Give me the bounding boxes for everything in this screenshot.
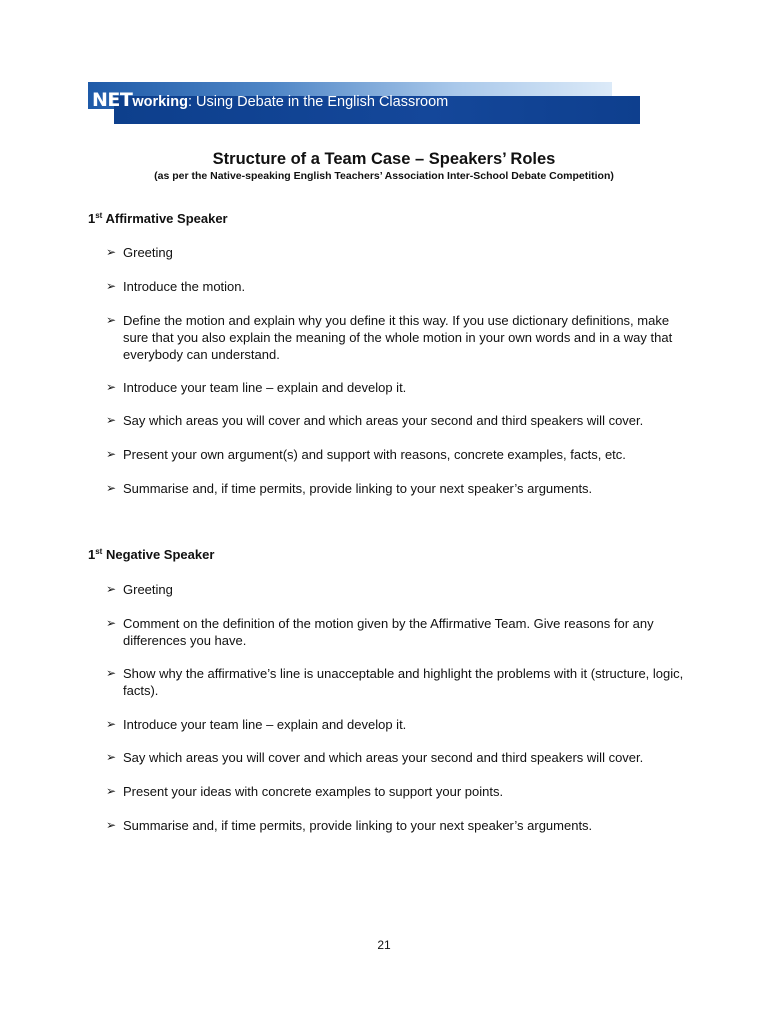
list-item-text: Introduce your team line – explain and develop it. (123, 717, 407, 732)
list-item (106, 817, 696, 834)
arrowhead-bullet-icon: ➢ (106, 818, 117, 832)
arrowhead-bullet-icon: ➢ (106, 245, 117, 259)
list-item (106, 665, 696, 699)
arrowhead-bullet-icon: ➢ (106, 481, 117, 495)
document-title: Structure of a Team Case – Speakers’ Roles (212, 150, 556, 168)
arrowhead-bullet-icon: ➢ (106, 717, 117, 731)
list-item-text: Summarise and, if time permits, provide linking to your next speaker’s arguments. (123, 481, 593, 496)
list-item (106, 446, 696, 463)
list-item (106, 783, 696, 800)
arrowhead-bullet-icon: ➢ (106, 616, 117, 630)
list-item-text: Present your ideas with concrete examples to support your points. (123, 784, 504, 799)
section-heading-text: Negative Speaker (105, 547, 215, 562)
list-item-text: Introduce your team line – explain and develop it. (123, 380, 407, 395)
list-item (106, 716, 696, 733)
list-item (106, 615, 696, 649)
page-number: 21 (377, 938, 391, 952)
list-item (106, 749, 696, 766)
list-item (106, 244, 696, 261)
arrowhead-bullet-icon: ➢ (106, 784, 117, 798)
list-item-text: Say which areas you will cover and which areas your second and third speakers will cover. (123, 750, 644, 765)
arrowhead-bullet-icon: ➢ (106, 413, 117, 427)
section-heading-affirmative (88, 211, 228, 227)
brand-working: working (132, 94, 188, 110)
brand-net: NET (92, 89, 133, 111)
section-number: 1 (88, 211, 96, 226)
arrowhead-bullet-icon: ➢ (106, 447, 117, 461)
arrowhead-bullet-icon: ➢ (106, 313, 117, 327)
list-item-text: Say which areas you will cover and which areas your second and third speakers will cover. (123, 413, 644, 428)
section-number-suffix: st (95, 547, 103, 556)
list-item-text: Comment on the definition of the motion given by the Affirmative Team. Give reasons for any differences you have. (123, 616, 654, 648)
list-item-text: Show why the affirmative’s line is unacceptable and highlight the problems with it (structure, logic, facts). (123, 666, 684, 698)
list-item (106, 312, 696, 363)
section-number-suffix: st (95, 211, 103, 220)
banner-title-rest: : Using Debate in the English Classroom (187, 94, 449, 110)
list-item (106, 278, 696, 295)
arrowhead-bullet-icon: ➢ (106, 279, 117, 293)
section-heading-negative (88, 547, 214, 563)
list-item-text: Define the motion and explain why you define it this way. If you use dictionary definitions, make sure that you also explain the meaning of the whole motion in your own words and in a way that everybody can understand. (123, 313, 673, 362)
list-item-text: Summarise and, if time permits, provide linking to your next speaker’s arguments. (123, 818, 593, 833)
arrowhead-bullet-icon: ➢ (106, 666, 117, 680)
list-item-text: Greeting (123, 582, 173, 597)
list-item (106, 480, 696, 497)
list-item (106, 581, 696, 598)
arrowhead-bullet-icon: ➢ (106, 582, 117, 596)
section-heading-text: Affirmative Speaker (105, 211, 228, 226)
list-item (106, 379, 696, 396)
list-item (106, 412, 696, 429)
list-item-text: Greeting (123, 245, 173, 260)
list-item-text: Present your own argument(s) and support with reasons, concrete examples, facts, etc. (123, 447, 626, 462)
arrowhead-bullet-icon: ➢ (106, 380, 117, 394)
arrowhead-bullet-icon: ➢ (106, 750, 117, 764)
document-subtitle: (as per the Native-speaking English Teachers’ Association Inter-School Debate Competition) (154, 170, 614, 182)
list-item-text: Introduce the motion. (123, 279, 246, 294)
section-number: 1 (88, 547, 96, 562)
banner-title (92, 90, 448, 112)
header-banner (88, 82, 640, 124)
